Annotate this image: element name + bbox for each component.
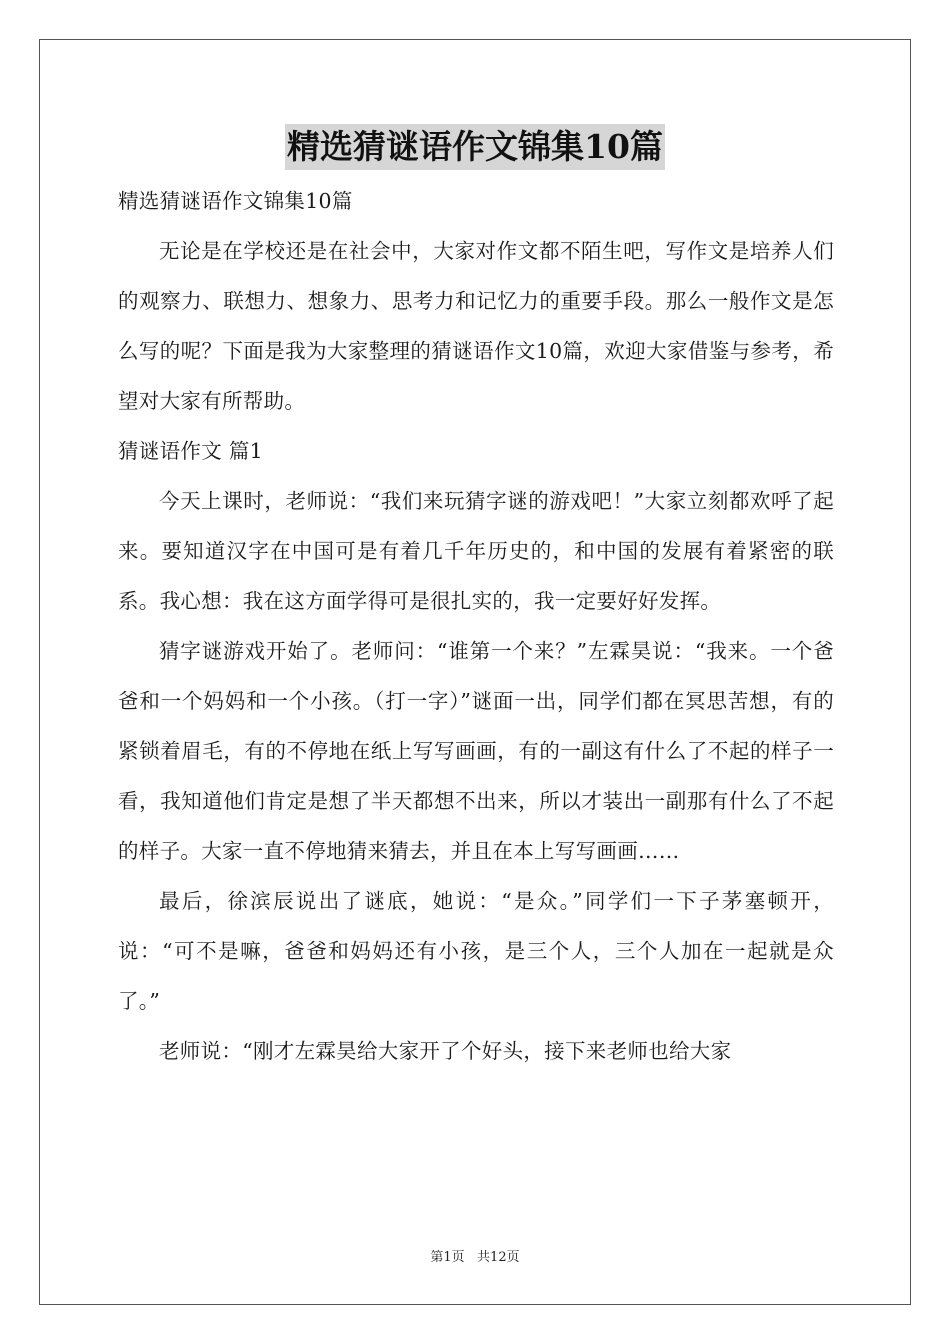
body-paragraph: 今天上课时，老师说：“我们来玩猜字谜的游戏吧！”大家立刻都欢呼了起来。要知道汉字在中国可是有着几千年历史的，和中国的发展有着紧密的联系。我心想：我在这方面学得可是很扎实的，我一定要好好发挥。	[118, 489, 834, 613]
page-number-footer: 第1页 共12页	[430, 1250, 520, 1265]
subtitle-paragraph: 精选猜谜语作文锦集10篇	[118, 189, 353, 213]
document-title: 精选猜谜语作文锦集10篇	[285, 124, 665, 170]
intro-paragraph: 无论是在学校还是在社会中，大家对作文都不陌生吧，写作文是培养人们的观察力、联想力、想象力、思考力和记忆力的重要手段。那么一般作文是怎么写的呢？下面是我为大家整理的猜谜语作文10篇，欢迎大家借鉴与参考，希望对大家有所帮助。	[118, 239, 834, 413]
body-paragraph: 老师说：“刚才左霖昊给大家开了个好头，接下来老师也给大家	[159, 1039, 732, 1063]
title-container	[0, 124, 950, 170]
body-paragraph: 最后，徐滨辰说出了谜底，她说：“是众。”同学们一下子茅塞顿开，说：“可不是嘛，爸爸和妈妈还有小孩，是三个人，三个人加在一起就是众了。”	[118, 889, 834, 1013]
document-body	[118, 176, 834, 1076]
body-paragraph: 猜字谜游戏开始了。老师问：“谁第一个来？”左霖昊说：“我来。一个爸爸和一个妈妈和一个小孩。（打一字）”谜面一出，同学们都在冥思苦想，有的紧锁着眉毛，有的不停地在纸上写写画画，有的一副这有什么了不起的样子一看，我知道他们肯定是想了半天都想不出来，所以才装出一副那有什么了不起的样子。大家一直不停地猜来猜去，并且在本上写写画画……	[118, 639, 834, 863]
section-heading: 猜谜语作文 篇1	[118, 439, 263, 463]
